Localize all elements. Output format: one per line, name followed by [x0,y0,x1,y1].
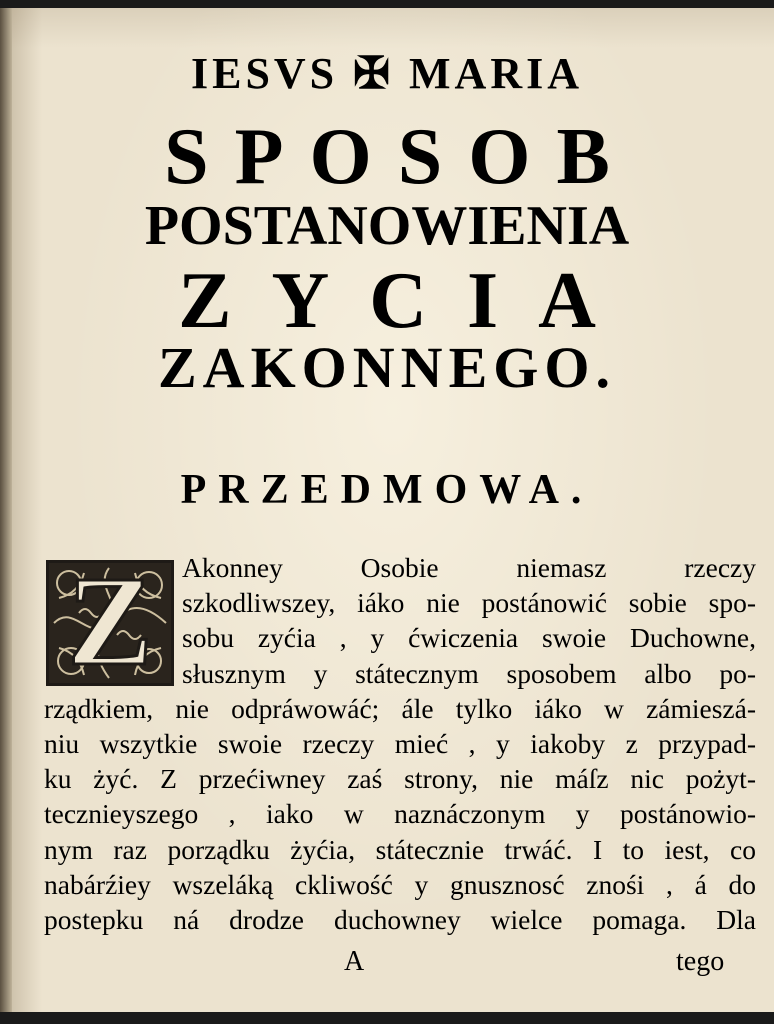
title-line-zakonnego: ZAKONNEGO. [158,335,616,400]
body-line: rządkiem, nie odpráwowáć; ále tylko iáko w zámieszá- [44,692,756,724]
dropcap-letter: Z [67,560,153,686]
body-line: Akonney Osobie niemasz rzeczy [182,552,756,583]
body-line: postepku ná drodze duchowney wielce pomaga. Dla [44,903,756,935]
body-line: ku żyć. Z przećiwney zaś strony, nie máſz nic pożyt- [44,763,756,795]
body-line: tecznieyszego , iako w naznáczonym y postánowio- [44,798,756,830]
body-line: szkodliwszey, iáko nie postánowić sobie spo- [182,587,756,619]
catchword: tego [676,946,725,977]
signature-mark: A [344,946,365,977]
body-line: nabárźiey wszeláką ckliwość y gnusznosć znośi , á do [44,868,756,900]
body-line: niu wszytkie swoie rzeczy mieć , y iakoby z przypad- [44,727,756,759]
scan-border [0,1012,774,1024]
section-title: PRZEDMOWA. [180,467,594,513]
preface-body [44,550,756,937]
title-line-zycia: ZYCIA [178,257,636,345]
body-line: sobu zyćia , y ćwiczenia swoie Duchowne, [182,622,756,654]
title-line-sposob: SPOSOB [164,113,636,201]
body-line: nym raz porządku żyćia, státecznie trwáć. I to iest, co [44,833,756,865]
title-line-postanowienia: POSTANOWIENIA [144,195,630,257]
body-line: słusznym y státecznym sposobem albo po- [182,657,756,689]
invocation-heading: IESVS ✠ MARIA [190,49,584,98]
